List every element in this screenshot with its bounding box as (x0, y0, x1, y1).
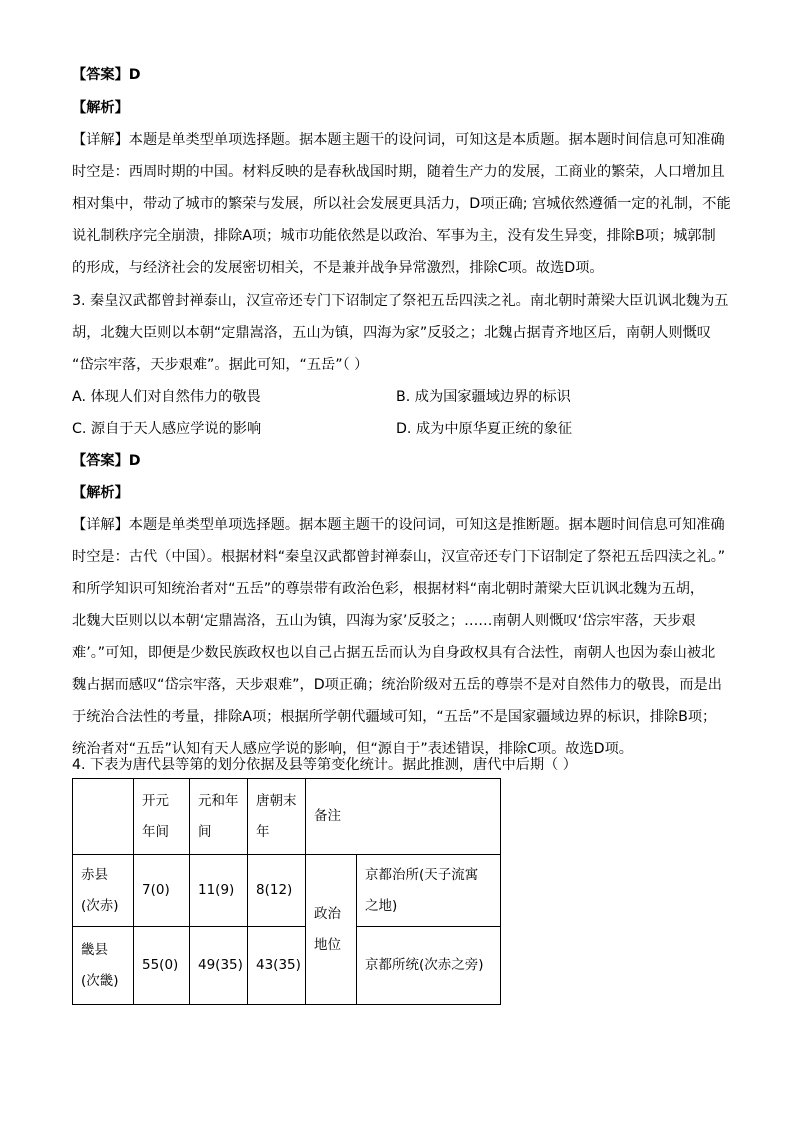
q2-detail-line: 时空是：西周时期的中国。材料反映的是春秋战国时期，随着生产力的发展，工商业的繁荣，人口增加且 (72, 164, 725, 180)
q2-detail-line: 【详解】本题是单类型单项选择题。据本题主题干的设问词，可知这是本质题。据本题时间信息可知准确 (72, 132, 725, 148)
q2-answer: 【答案】D (72, 67, 141, 83)
q2-detail-line: 说礼制秩序完全崩溃，排除A项；城市功能依然是以政治、军事为主，没有发生异变，排除B项；城郭制 (72, 228, 716, 244)
table-cell: 11(9) (190, 855, 248, 927)
note-cell: 京都所统(次赤之旁) (357, 927, 501, 1005)
table-row (73, 927, 501, 1005)
merged-basis-cell: 政治 地位 (306, 855, 357, 1005)
note-cell: 京都治所(天子流寓 之地) (357, 855, 501, 927)
q3-detail-line: 于统治合法性的考量，排除A项；根据所学朝代疆域可知，“五岳”不是国家疆域边界的标识，排除B项； (72, 709, 717, 725)
q3-detail-line: 难’。”可知，即便是少数民族政权也以自己占据五岳而认为自身政权具有合法性，南朝人也因为泰山被北 (72, 645, 716, 661)
q2-analysis-label: 【解析】 (72, 100, 129, 116)
q3-option-a[interactable]: A. 体现人们对自然伟力的敬畏 (72, 389, 261, 405)
table-cell: 43(35) (248, 927, 306, 1005)
q2-detail-line: 相对集中，带动了城市的繁荣与发展，所以社会发展更具活力，D项正确; 宫城依然遵循一定的礼制，不能 (72, 196, 731, 212)
county-rank-table (72, 778, 501, 1005)
q3-detail-line: 魏占据而感叹“岱宗牢落，天步艰难”，D项正确；统治阶级对五岳的尊崇不是对自然伟力的敬畏，而是出 (72, 677, 722, 693)
q3-stem-line: 胡，北魏大臣则以本朝“定鼎嵩洛，五山为镇，四海为家”反驳之；北魏占据青齐地区后，南朝人则慨叹 (72, 325, 711, 341)
table-header-cell: 备注 (306, 779, 501, 855)
q2-detail-line: 的形成，与经济社会的发展密切相关，不是兼并战争异常激烈，排除C项。故选D项。 (72, 260, 604, 276)
q3-stem-line: 3. 秦皇汉武都曾封禅泰山，汉宣帝还专门下诏制定了祭祀五岳四渎之礼。南北朝时萧梁大臣讥讽北魏为五 (72, 293, 729, 309)
county-type-cell: 赤县 (次赤) (73, 855, 134, 927)
table-cell: 55(0) (134, 927, 190, 1005)
q3-analysis-label: 【解析】 (72, 485, 129, 501)
county-type-cell: 畿县 (次畿) (73, 927, 134, 1005)
q3-answer: 【答案】D (72, 453, 141, 469)
q3-detail-line: 北魏大臣则以以本朝‘定鼎嵩洛，五山为镇，四海为家’反驳之；……南朝人则慨叹‘岱宗牢落，天步艰 (72, 613, 696, 629)
table-cell: 49(35) (190, 927, 248, 1005)
table-row (73, 855, 501, 927)
q4-stem: 4. 下表为唐代县等第的划分依据及县等第变化统计。据此推测，唐代中后期（ ） (72, 757, 577, 773)
q3-detail-line: 和所学知识可知统治者对“五岳”的尊崇带有政治色彩，根据材料“南北朝时萧梁大臣讥讽北魏为五胡， (72, 581, 705, 597)
table-header-cell: 唐朝末 年 (248, 779, 306, 855)
q3-option-d[interactable]: D. 成为中原华夏正统的象征 (396, 421, 573, 437)
q3-option-c[interactable]: C. 源自于天人感应学说的影响 (72, 421, 262, 437)
table-cell: 8(12) (248, 855, 306, 927)
table-cell: 7(0) (134, 855, 190, 927)
q3-detail-line: 【详解】本题是单类型单项选择题。据本题主题干的设问词，可知这是推断题。据本题时间信息可知准确 (72, 517, 725, 533)
table-header-row (73, 779, 501, 855)
q3-detail-line: 时空是：古代（中国）。根据材料“秦皇汉武都曾封禅泰山，汉宣帝还专门下诏制定了祭祀五岳四渎之礼。” (72, 549, 726, 565)
table-header-cell (73, 779, 134, 855)
q3-stem-line: “岱宗牢落，天步艰难”。据此可知，“五岳”（ ） (72, 357, 369, 373)
table-header-cell: 开元 年间 (134, 779, 190, 855)
table-header-cell: 元和年 间 (190, 779, 248, 855)
q3-option-b[interactable]: B. 成为国家疆域边界的标识 (396, 389, 571, 405)
q3-detail-line: 统治者对“五岳”认知有天人感应学说的影响，但“源自于”表述错误，排除C项。故选D项。 (72, 741, 633, 757)
